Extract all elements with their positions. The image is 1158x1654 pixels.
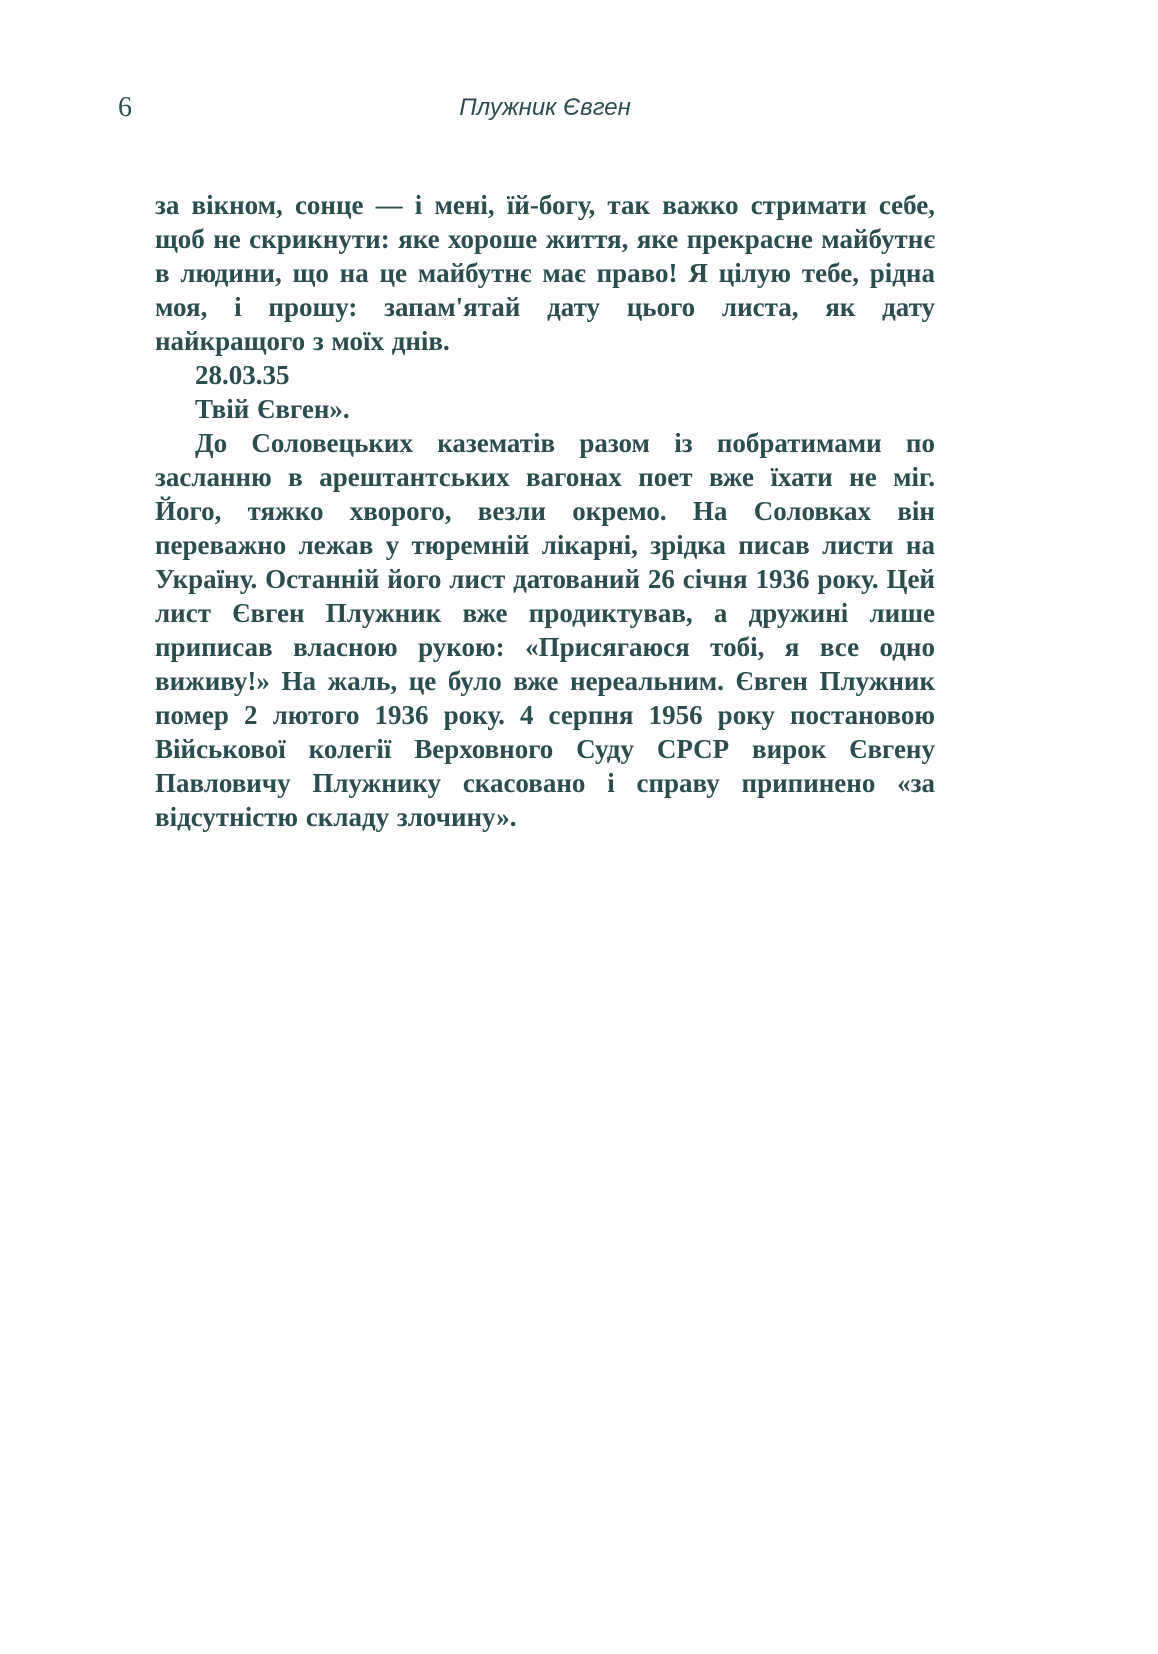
page-header: [0, 92, 1158, 132]
running-title: Плужник Євген: [459, 94, 631, 121]
page-body: [155, 188, 935, 834]
paragraph-letter-continuation: за вікном, сонце — і мені, їй-богу, так важко стримати себе, щоб не скрикнути: яке хороше життя, яке прекрасне майбутнє в людини, що на це майбутнє має право! Я цілую тебе, рідна моя, і прошу: запам'ятай дату цього листа, як дату найкращого з моїх днів.: [155, 190, 935, 356]
paragraph-letter-date: 28.03.35: [195, 360, 290, 390]
page-number: 6: [118, 92, 132, 123]
paragraph-letter-signature: Твій Євген».: [195, 394, 350, 424]
paragraph-biography: До Соловецьких казематів разом із побратимами по засланню в арештантських вагонах поет вже їхати не міг. Його, тяжко хворого, везли окремо. На Соловках він переважно лежав у тюремній лікарні, зрідка писав листи на Україну. Останній його лист датований 26 січня 1936 року. Цей лист Євген Плужник вже продиктував, а дружині лише приписав власною рукою: «Присягаюся тобі, я все одно виживу!» На жаль, це було вже нереальним. Євген Плужник помер 2 лютого 1936 року. 4 серпня 1956 року постановою Військової колегії Верховного Суду СРСР вирок Євгену Павловичу Плужнику скасовано і справу припинено «за відсутністю складу злочину».: [155, 428, 935, 832]
